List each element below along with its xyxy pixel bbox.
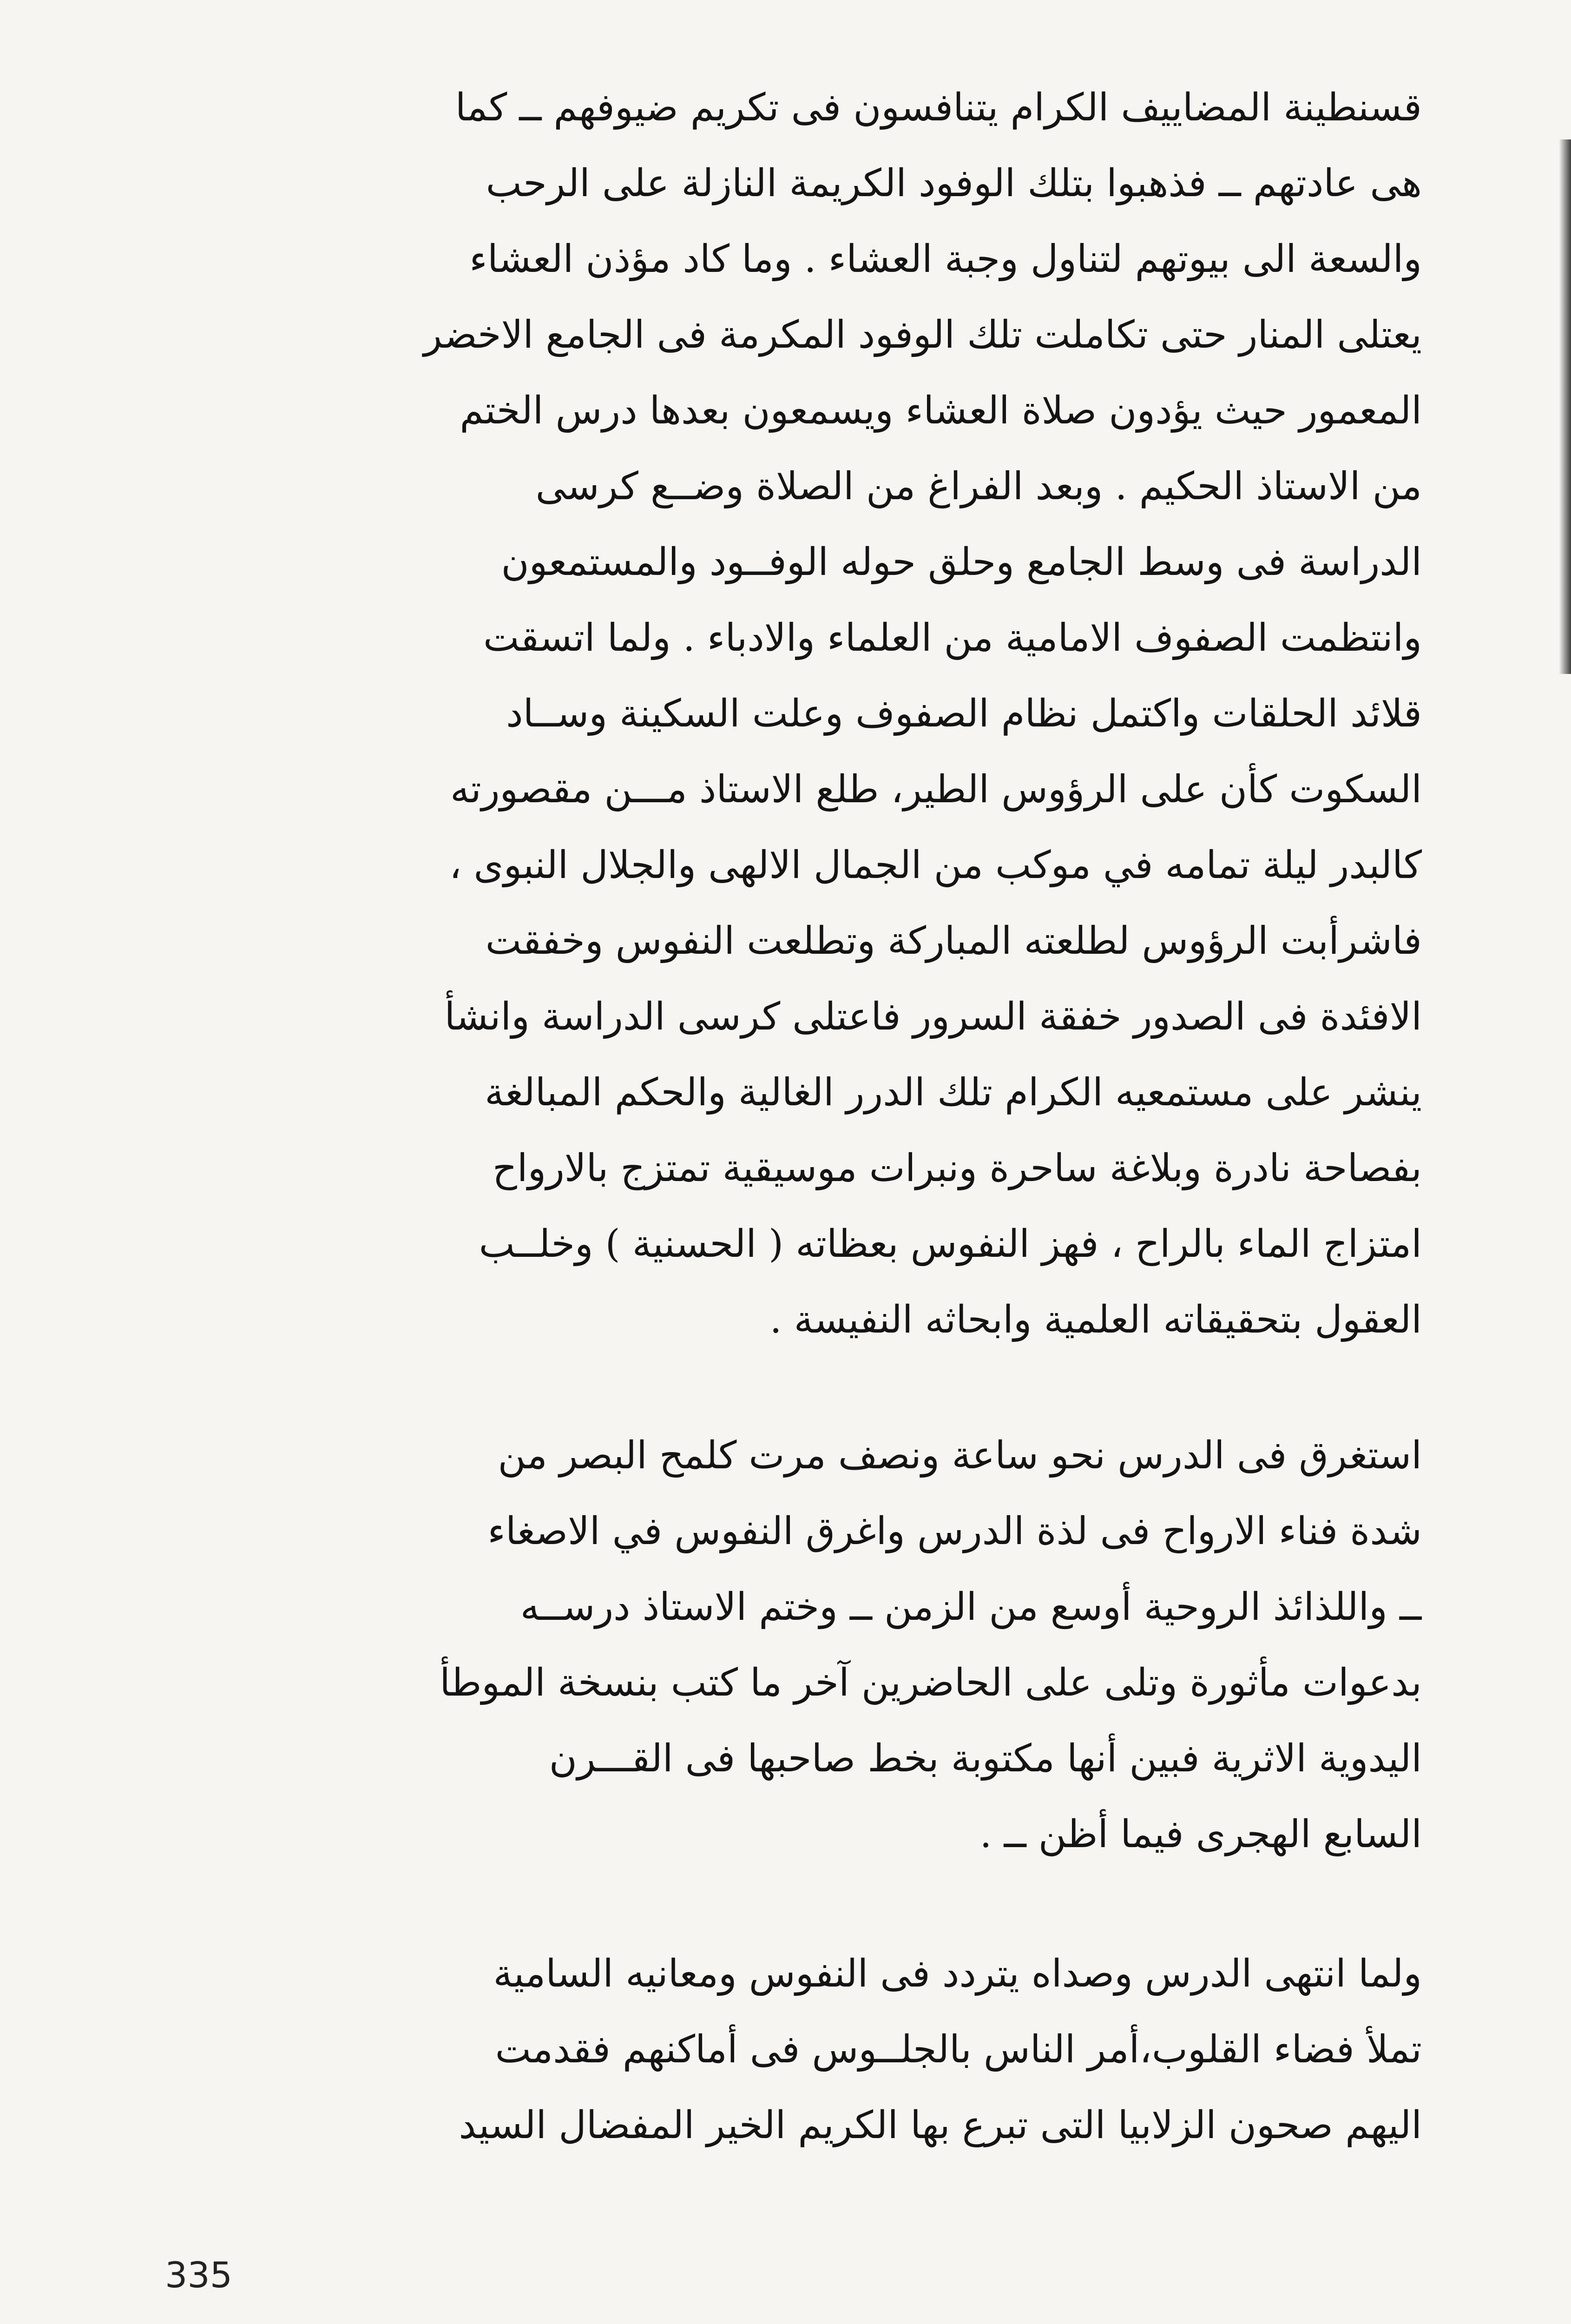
text-line: العقول بتحقيقاته العلمية وابحاثه النفيسة . [769,1298,1422,1342]
text-line: قلائد الحلقات واكتمل نظام الصفوف وعلت السكينة وســاد [506,692,1422,736]
text-line: امتزاج الماء بالراح ، فهز النفوس بعظاته ( الحسنية ) وخلــب [479,1222,1422,1266]
scan-shadow-edge [1559,139,1571,674]
text-line: بفصاحة نادرة وبلاغة ساحرة ونبرات موسيقية تمتزج بالارواح [492,1146,1422,1190]
text-line: فاشرأبت الرؤوس لطلعته المباركة وتطلعت النفوس وخفقت [485,919,1422,963]
paragraph-1 [186,70,1422,1358]
text-line: الدراسة فى وسط الجامع وحلق حوله الوفــود والمستمعون [501,540,1422,584]
text-line: كالبدر ليلة تمامه في موكب من الجمال الالهى والجلال النبوى ، [449,843,1422,887]
text-line: هى عادتهم ــ فذهبوا بتلك الوفود الكريمة النازلة على الرحب [486,161,1422,205]
text-line: المعمور حيث يؤدون صلاة العشاء ويسمعون بعدها درس الختم [460,389,1422,433]
paragraph-3 [186,1936,1422,2163]
text-line: ولما انتهى الدرس وصداه يتردد فى النفوس ومعانيه السامية [493,1952,1422,1996]
text-line: قسنطينة المضاييف الكرام يتنافسون فى تكريم ضيوفهم ــ كما [455,86,1422,130]
text-line: بدعوات مأثورة وتلى على الحاضرين آخر ما كتب بنسخة الموطأ [440,1661,1422,1705]
text-line: والسعة الى بيوتهم لتناول وجبة العشاء . وما كاد مؤذن العشاء [469,237,1422,281]
text-line: شدة فناء الارواح فى لذة الدرس واغرق النفوس في الاصغاء [487,1509,1422,1553]
page-number: 335 [165,2254,233,2296]
text-line: السابع الهجرى فيما أظن ــ . [979,1812,1422,1856]
text-line: من الاستاذ الحكيم . وبعد الفراغ من الصلاة وضــع كرسى [535,464,1422,508]
text-line: اليهم صحون الزلابيا التى تبرع بها الكريم الخير المفضال السيد [459,2103,1422,2147]
text-line: يعتلى المنار حتى تكاملت تلك الوفود المكرمة فى الجامع الاخضر [423,313,1422,357]
text-line: استغرق فى الدرس نحو ساعة ونصف مرت كلمح البصر من [498,1433,1422,1478]
text-line: اليدوية الاثرية فبين أنها مكتوبة بخط صاحبها فى القـــرن [549,1736,1422,1781]
text-line: ينشر على مستمعيه الكرام تلك الدرر الغالية والحكم المبالغة [485,1070,1422,1115]
text-line: وانتظمت الصفوف الامامية من العلماء والادباء . ولما اتسقت [483,616,1422,660]
text-line: السكوت كأن على الرؤوس الطير، طلع الاستاذ مـــن مقصورته [450,767,1422,812]
paragraph-2 [186,1418,1422,1872]
text-line: ــ واللذائذ الروحية أوسع من الزمن ــ وختم الاستاذ درســه [520,1585,1422,1629]
text-line: تملأ فضاء القلوب،أمر الناس بالجلــوس فى أماكنهم فقدمت [495,2027,1422,2072]
text-line: الافئدة فى الصدور خفقة السرور فاعتلى كرسى الدراسة وانشأ [444,995,1422,1039]
